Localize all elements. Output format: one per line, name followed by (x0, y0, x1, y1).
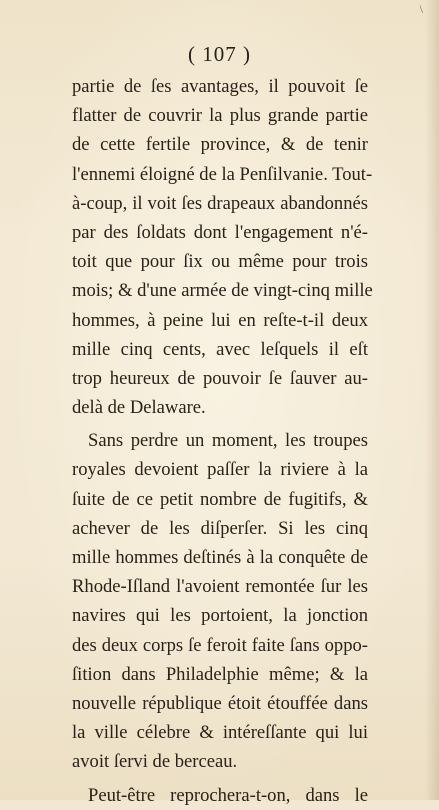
corner-mark: \ (419, 2, 423, 16)
text-line: ſuite de ce petit nombre de fugitifs, & (72, 488, 368, 510)
text-line: delà de Delaware. (72, 397, 206, 419)
text-line: ſition dans Philadelphie même; & la (72, 663, 368, 685)
body-text (72, 72, 373, 810)
paragraph-3 (72, 781, 368, 810)
text-line: royales devoient paſſer la riviere à la (72, 459, 368, 481)
text-line: achever de les diſperſer. Si les cinq (72, 517, 368, 539)
text-line: à-coup, il voit ſes drapeaux abandonnés (72, 192, 368, 214)
text-line: mois; & d'une armée de vingt-cinq mille (72, 280, 373, 302)
text-line: trop heureux de pouvoir ſe ſauver au- (72, 367, 368, 389)
page-edge-shadow (425, 0, 439, 800)
text-line: l'ennemi éloigné de la Penſilvanie. Tout- (72, 163, 373, 185)
text-line: navires qui les portoient, la jonction (72, 605, 368, 627)
text-line: des deux corps ſe feroit faite ſans oppo- (72, 634, 368, 656)
text-line: par des ſoldats dont l'engagement n'é- (72, 221, 368, 243)
paragraph-1 (72, 72, 373, 422)
text-line: toit que pour ſix ou même pour trois (72, 251, 368, 273)
text-line: avoit ſervi de berceau. (72, 751, 238, 773)
paragraph-2 (72, 426, 368, 776)
text-line: Peut-être reprochera-t-on, dans le (88, 784, 368, 806)
page-number: ( 107 ) (188, 42, 251, 66)
text-line: hommes, à peine lui en reſte-t-il deux (72, 309, 368, 331)
text-line: la ville célebre & intéreſſante qui lui (72, 722, 368, 744)
text-line: flatter de couvrir la plus grande partie (72, 105, 368, 127)
text-line: Sans perdre un moment, les troupes (88, 430, 368, 452)
text-line: partie de ſes avantages, il pouvoit ſe (72, 76, 368, 97)
text-line: mille cinq cents, avec leſquels il eſt (72, 338, 368, 360)
text-line: mille hommes deſtinés à la conquête de (72, 547, 368, 568)
text-line: de cette fertile province, & de tenir (72, 134, 368, 156)
text-line: Rhode-Iſland l'avoient remontée ſur les (72, 576, 368, 598)
text-line: nouvelle république étoit étouffée dans (72, 692, 368, 714)
